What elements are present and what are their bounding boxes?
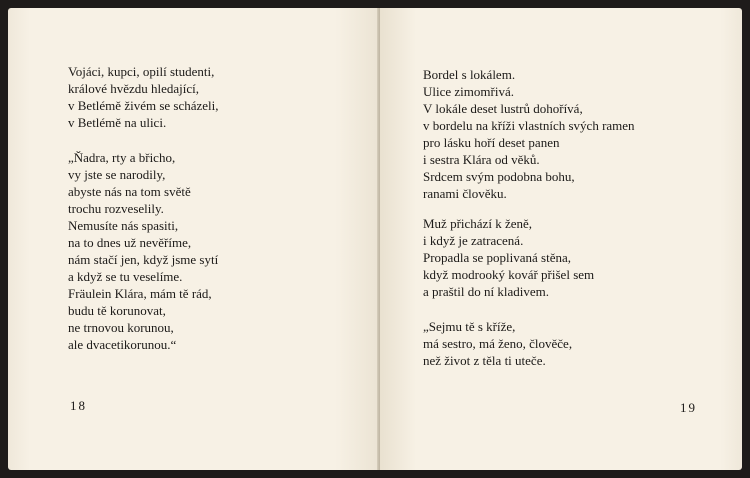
poem-line: V lokále deset lustrů dohořívá, — [423, 101, 583, 116]
left-page — [8, 8, 380, 470]
poem-line: a praštil do ní kladivem. — [423, 284, 550, 299]
poem-line: pro lásku hoří deset panen — [423, 135, 560, 150]
stanza — [68, 149, 218, 353]
poem-line: trochu rozveselily. — [68, 201, 164, 216]
poem-line: když modrooký kovář přišel sem — [423, 267, 595, 282]
poem-line: „Sejmu tě s kříže, — [423, 319, 516, 334]
poem-line: Vojáci, kupci, opilí studenti, — [68, 64, 215, 79]
poem-line: Bordel s lokálem. — [423, 67, 516, 82]
poem-line: budu tě korunovat, — [68, 303, 166, 318]
right-page — [380, 8, 742, 470]
poem-line: ne trnovou korunou, — [68, 320, 174, 335]
stanza — [423, 66, 635, 202]
poem-line: na to dnes už nevěříme, — [68, 235, 192, 250]
poem-line: nám stačí jen, když jsme sytí — [68, 252, 219, 267]
poem-line: Nemusíte nás spasiti, — [68, 218, 179, 233]
poem-line: a když se tu veselíme. — [68, 269, 183, 284]
page-number: 19 — [680, 400, 697, 415]
poem-line: vy jste se narodily, — [68, 167, 166, 182]
poem-line: než život z těla ti uteče. — [423, 353, 546, 368]
poem-line: Ulice zimomřivá. — [423, 84, 514, 99]
poem-line: králové hvězdu hledající, — [68, 81, 200, 96]
poem-line: v Betlémě na ulici. — [68, 115, 167, 130]
stanza — [68, 63, 219, 131]
poem-line: ale dvacetikorunou.“ — [68, 337, 177, 352]
poem-line: Fräulein Klára, mám tě rád, — [68, 286, 212, 301]
poem-line: Srdcem svým podobna bohu, — [423, 169, 575, 184]
poem-line: Propadla se poplivaná stěna, — [423, 250, 572, 265]
poem-line: i sestra Klára od věků. — [423, 152, 540, 167]
page-number: 18 — [70, 398, 87, 413]
poem-line: abyste nás na tom světě — [68, 184, 191, 199]
poem-line: „Ňadra, rty a břicho, — [68, 150, 176, 165]
poem-line: i když je zatracená. — [423, 233, 524, 248]
poem-line: v Betlémě živém se scházeli, — [68, 98, 219, 113]
stanza — [423, 215, 594, 300]
poem-line: v bordelu na kříži vlastních svých ramen — [423, 118, 635, 133]
poem-line: ranami člověku. — [423, 186, 507, 201]
poem-line: Muž přichází k ženě, — [423, 216, 533, 231]
stanza — [423, 318, 572, 369]
poem-line: má sestro, má ženo, člověče, — [423, 336, 573, 351]
